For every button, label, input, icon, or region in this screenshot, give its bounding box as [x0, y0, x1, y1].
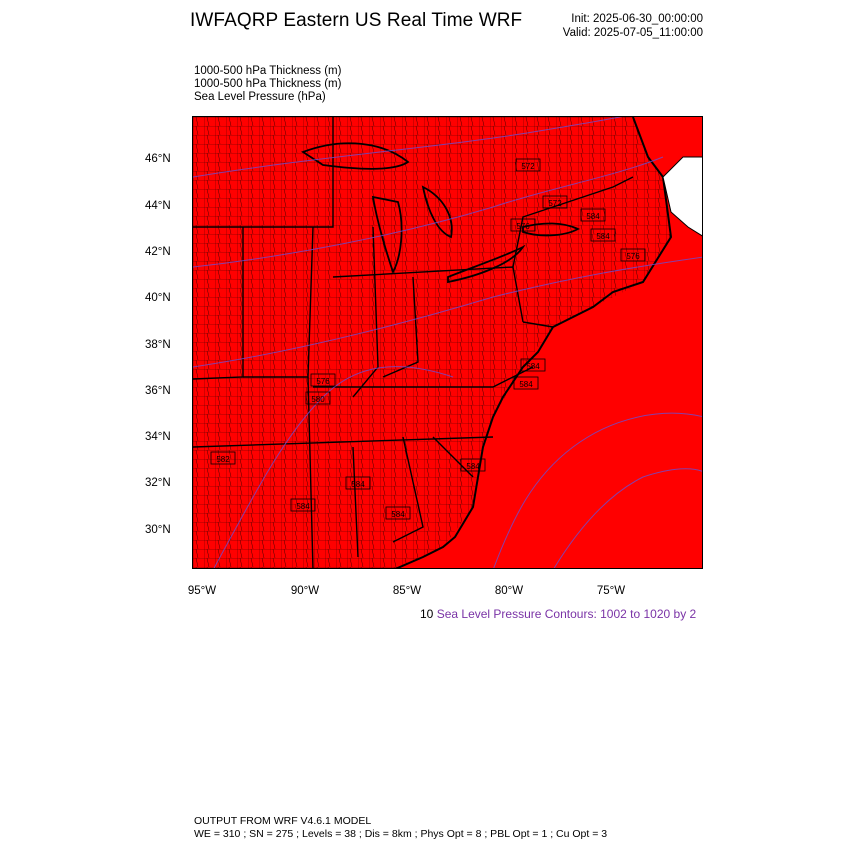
contour-label: 576	[516, 222, 530, 231]
legend-pressure-text: Sea Level Pressure Contours: 1002 to 1020 by 2	[436, 607, 697, 621]
lat-label-44: 44°N	[145, 200, 171, 212]
init-time: Init: 2025-06-30_00:00:00	[571, 13, 703, 25]
lon-label-75: 75°W	[596, 585, 626, 597]
legend-prefix: 10	[420, 607, 434, 621]
lat-label-30: 30°N	[145, 524, 171, 536]
contour-label: 584	[391, 510, 405, 519]
contour-label: 584	[526, 362, 540, 371]
contour-label: 572	[521, 162, 535, 171]
lat-label-34: 34°N	[145, 431, 171, 443]
field-label-thickness-2: 1000-500 hPa Thickness (m)	[194, 78, 342, 90]
field-label-thickness-1: 1000-500 hPa Thickness (m)	[194, 65, 342, 77]
model-output-line: OUTPUT FROM WRF V4.6.1 MODEL	[194, 815, 372, 827]
lat-label-40: 40°N	[145, 292, 171, 304]
lon-label-90: 90°W	[290, 585, 320, 597]
pressure-contour-note	[420, 607, 696, 621]
plot-title: IWFAQRP Eastern US Real Time WRF	[190, 10, 523, 31]
contour-label: 584	[351, 480, 365, 489]
contour-label: 572	[548, 199, 562, 208]
map-panel	[192, 116, 703, 569]
field-label-slp: Sea Level Pressure (hPa)	[194, 91, 326, 103]
contour-label: 576	[316, 377, 330, 386]
lon-label-95: 95°W	[187, 585, 217, 597]
contour-label: 582	[216, 455, 230, 464]
lat-label-42: 42°N	[145, 246, 171, 258]
map-canvas	[193, 117, 703, 569]
contour-label: 584	[596, 232, 610, 241]
lon-label-85: 85°W	[392, 585, 422, 597]
model-config-line: WE = 310 ; SN = 275 ; Levels = 38 ; Dis = 8km ; Phys Opt = 8 ; PBL Opt = 1 ; Cu Opt = 3	[194, 828, 608, 840]
contour-label: 584	[586, 212, 600, 221]
contour-label: 584	[296, 502, 310, 511]
lat-label-46: 46°N	[145, 153, 171, 165]
contour-label: 580	[311, 395, 325, 404]
lat-label-32: 32°N	[145, 477, 171, 489]
lat-label-38: 38°N	[145, 339, 171, 351]
lat-label-36: 36°N	[145, 385, 171, 397]
contour-label: 576	[626, 252, 640, 261]
contour-label: 584	[519, 380, 533, 389]
contour-label: 584	[466, 462, 480, 471]
lon-label-80: 80°W	[494, 585, 524, 597]
valid-time: Valid: 2025-07-05_11:00:00	[562, 27, 703, 39]
